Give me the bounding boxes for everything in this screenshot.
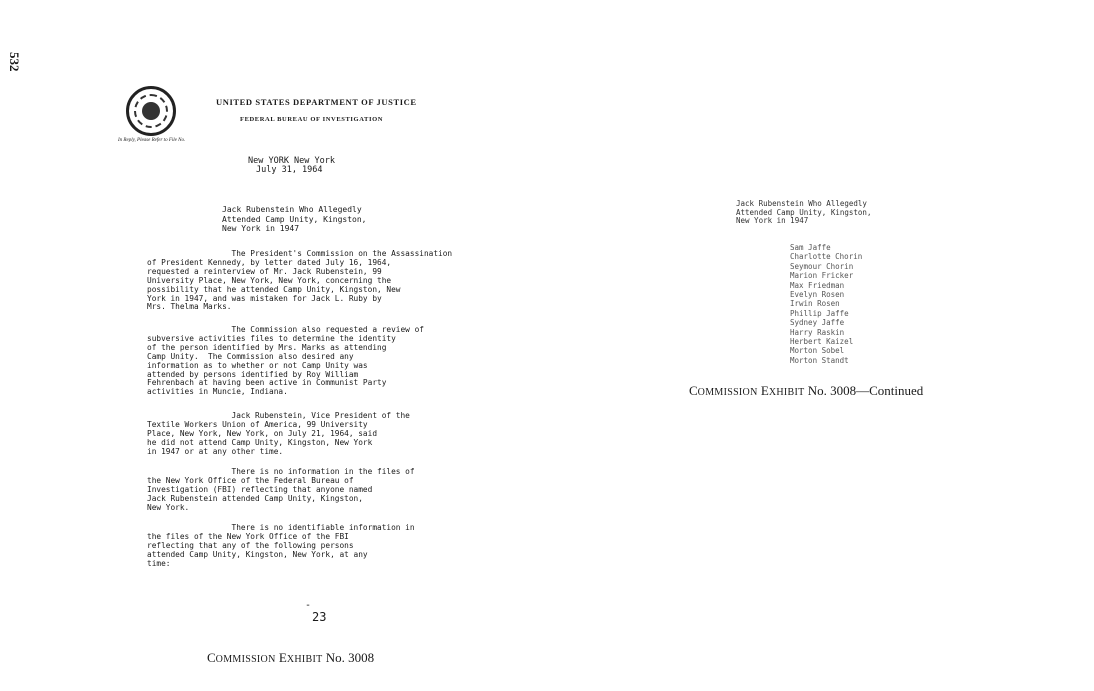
list-item: Herbert Kaizel xyxy=(790,337,854,347)
continued-subject: Jack Rubenstein Who Allegedly Attended Camp Unity, Kingston, New York in 1947 xyxy=(736,199,872,225)
list-item: Irwin Rosen xyxy=(790,299,840,309)
page-number: 532 xyxy=(7,52,22,72)
letter-paragraph: The Commission also requested a review of subversive activities files to determine the identity of the person identified by Mrs. Marks as attending Camp Unity. The Commission also desired any information as to whether or not Camp Unity was attended by persons identified by Roy William Fehrenbach at having been active in Communist Party activities in Muncie, Indiana. xyxy=(147,325,424,397)
list-item: Sydney Jaffe xyxy=(790,318,845,328)
letter-place: New YORK New York xyxy=(248,156,335,166)
letter-paragraph: There is no identifiable information in the files of the New York Office of the FBI reflecting that any of the following persons attended Camp Unity, Kingston, New York, at any time: xyxy=(147,523,415,568)
list-item: Seymour Chorin xyxy=(790,261,854,271)
names-list xyxy=(790,243,862,365)
exhibit-caption-part: XHIBIT xyxy=(768,387,805,398)
exhibit-caption-part: XHIBIT xyxy=(286,654,323,665)
exhibit-caption-number: No. 3008—Continued xyxy=(807,383,924,398)
exhibit-caption-continued xyxy=(689,383,923,399)
list-item: Evelyn Rosen xyxy=(790,290,845,300)
letter-paragraph: The President's Commission on the Assassination of President Kennedy, by letter dated July 16, 1964, requested a reinterview of Mr. Jack Rubenstein, 99 University Place, New York, New York, concerning the possibility that he attended Camp Unity, Kingston, New York in 1947, and was mistaken for Jack L. Ruby by Mrs. Thelma Marks. xyxy=(147,249,453,312)
list-item: Max Friedman xyxy=(790,280,845,290)
list-item: Phillip Jaffe xyxy=(790,308,849,318)
letter-page-number: 23 xyxy=(312,610,327,624)
list-item: Harry Raskin xyxy=(790,327,845,337)
list-item: Charlotte Chorin xyxy=(790,252,863,262)
exhibit-caption-part: E xyxy=(760,383,769,398)
exhibit-caption-part: C xyxy=(207,650,216,665)
list-item: Marion Fricker xyxy=(790,271,854,281)
list-item: Morton Standt xyxy=(790,355,849,365)
department-heading: UNITED STATES DEPARTMENT OF JUSTICE xyxy=(216,97,417,107)
letter-subject: Jack Rubenstein Who Allegedly Attended Camp Unity, Kingston, New York in 1947 xyxy=(222,205,367,233)
exhibit-caption-part: OMMISSION xyxy=(697,387,758,398)
page-dash: - xyxy=(305,600,312,611)
letter-paragraph: Jack Rubenstein, Vice President of the Textile Workers Union of America, 99 University Place, New York, New York, on July 21, 1964, said he did not attend Camp Unity, Kingston, New York in 1947 or at any other time. xyxy=(147,411,410,456)
exhibit-caption-part: OMMISSION xyxy=(215,654,276,665)
bureau-heading: FEDERAL BUREAU OF INVESTIGATION xyxy=(240,116,384,123)
list-item: Morton Sobel xyxy=(790,346,845,356)
fbi-seal-icon xyxy=(126,86,176,136)
reply-note: In Reply, Please Refer to File No. xyxy=(118,138,186,143)
exhibit-caption-number: No. 3008 xyxy=(325,650,375,665)
letter-date: July 31, 1964 xyxy=(256,165,323,175)
exhibit-caption xyxy=(207,650,374,666)
letter-paragraph: There is no information in the files of the New York Office of the Federal Bureau of Investigation (FBI) reflecting that anyone named Jack Rubenstein attended Camp Unity, Kingston, New York. xyxy=(147,467,415,512)
exhibit-caption-part: E xyxy=(278,650,287,665)
exhibit-caption-part: C xyxy=(689,383,698,398)
list-item: Sam Jaffe xyxy=(790,243,831,252)
